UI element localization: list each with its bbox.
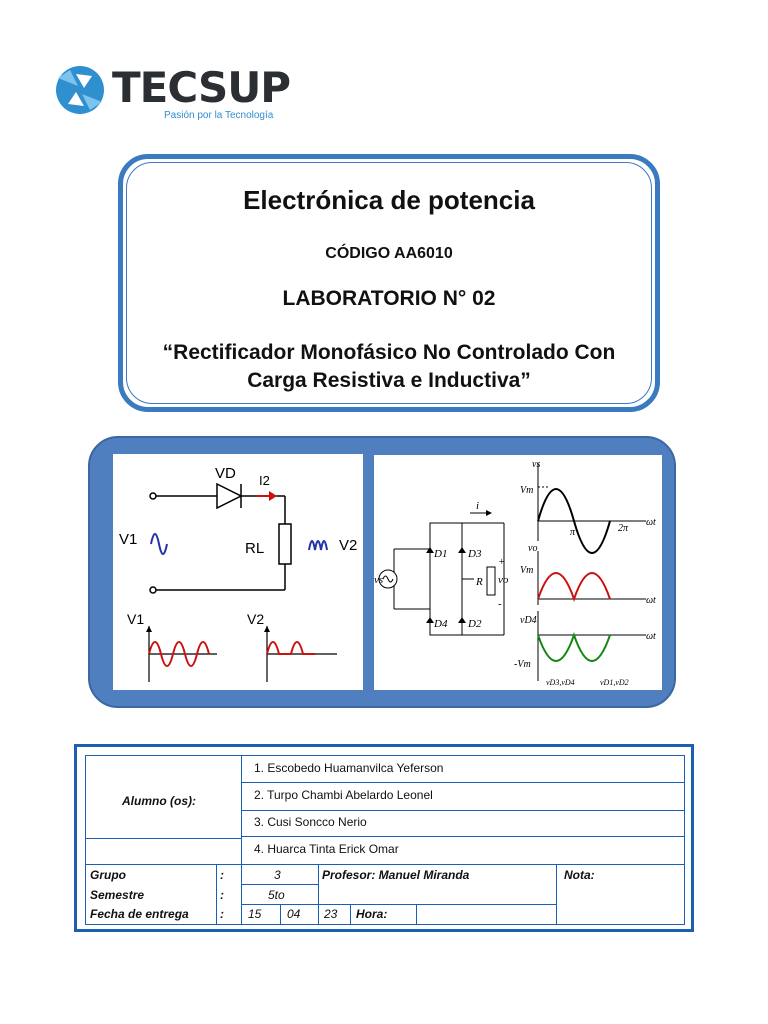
table-col-divider xyxy=(280,904,281,924)
grupo-label: Grupo xyxy=(90,868,126,882)
table-row-divider xyxy=(86,864,684,865)
half-wave-circuit-diagram xyxy=(113,454,363,690)
label-vo: vo xyxy=(498,574,509,586)
label-vd: VD xyxy=(215,465,236,482)
alumnos-label: Alumno (os): xyxy=(122,794,196,808)
student-info-inner xyxy=(85,755,685,925)
label-neg-vm: -Vm xyxy=(514,659,531,670)
table-row-divider xyxy=(241,904,556,905)
table-col-divider xyxy=(216,864,217,924)
fecha-day: 15 xyxy=(248,907,262,921)
tecsup-emblem-icon xyxy=(48,60,112,120)
table-col-divider xyxy=(350,904,351,924)
bridge-rectifier-diagram xyxy=(374,455,662,690)
label-vo-axis: vo xyxy=(528,543,538,554)
label-v1-plot: V1 xyxy=(127,611,145,627)
label-v2: V2 xyxy=(339,537,358,554)
label-rl: RL xyxy=(245,540,265,557)
lab-number: LABORATORIO N° 02 xyxy=(282,287,496,310)
fecha-month: 04 xyxy=(287,907,301,921)
semestre-label: Semestre xyxy=(90,888,145,902)
label-vs-source: vs xyxy=(374,574,384,586)
label-wt-3: ωt xyxy=(646,631,656,642)
table-row-divider xyxy=(241,810,684,811)
profesor-label: Profesor: Manuel Miranda xyxy=(322,868,470,882)
label-d2: D2 xyxy=(468,618,482,630)
label-d4: D4 xyxy=(434,618,448,630)
student-name-2: 2. Turpo Chambi Abelardo Leonel xyxy=(254,788,433,802)
label-minus: - xyxy=(498,598,502,610)
semestre-value: 5to xyxy=(268,888,285,902)
title-panel xyxy=(118,154,660,412)
nota-label: Nota: xyxy=(564,868,595,882)
table-col-divider xyxy=(318,864,319,924)
label-v2-plot: V2 xyxy=(247,611,265,627)
semestre-colon: : xyxy=(220,888,224,902)
label-plus: + xyxy=(498,556,506,568)
course-code: CÓDIGO AA6010 xyxy=(325,245,453,262)
label-vs-axis: vs xyxy=(532,459,541,470)
full-wave-bridge-figure xyxy=(374,455,662,690)
table-row-divider xyxy=(241,836,684,837)
student-name-3: 3. Cusi Soncco Nerio xyxy=(254,815,367,829)
label-i2: I2 xyxy=(259,473,270,488)
half-wave-rectifier-figure xyxy=(113,454,363,690)
table-row-divider xyxy=(241,884,318,885)
grupo-colon: : xyxy=(220,868,224,882)
label-vd1-vd2: vD1,vD2 xyxy=(600,678,629,687)
student-info-table xyxy=(74,744,694,932)
label-r: R xyxy=(476,576,483,588)
label-wt-1: ωt xyxy=(646,517,656,528)
fecha-colon: : xyxy=(220,907,224,921)
student-name-1: 1. Escobedo Huamanvilca Yeferson xyxy=(254,761,444,775)
label-wt-2: ωt xyxy=(646,595,656,606)
table-row-divider xyxy=(86,838,241,839)
label-d3: D3 xyxy=(468,548,482,560)
table-row-divider xyxy=(241,782,684,783)
label-vd3-vd4: vD3,vD4 xyxy=(546,678,575,687)
table-col-divider xyxy=(416,904,417,924)
label-i: i xyxy=(476,500,480,512)
label-vm-1: Vm xyxy=(520,485,534,496)
table-col-divider xyxy=(556,864,557,924)
lab-subtitle: “Rectificador Monofásico No Controlado Con Carga Resistiva e Inductiva” xyxy=(162,341,616,392)
label-v1: V1 xyxy=(119,531,138,548)
fecha-label: Fecha de entrega xyxy=(90,907,189,921)
student-name-4: 4. Huarca Tinta Erick Omar xyxy=(254,842,399,856)
label-vd4-axis: vD4 xyxy=(520,615,537,626)
label-2pi: 2π xyxy=(618,523,629,534)
tecsup-logo xyxy=(48,58,291,128)
course-title: Electrónica de potencia xyxy=(243,185,535,215)
grupo-value: 3 xyxy=(274,868,281,882)
label-vm-2: Vm xyxy=(520,565,534,576)
fecha-year: 23 xyxy=(324,907,338,921)
logo-wordmark: TECSUP xyxy=(112,63,291,112)
label-pi: π xyxy=(570,527,576,538)
logo-tagline: Pasión por la Tecnología xyxy=(164,110,274,121)
hora-label: Hora: xyxy=(356,907,388,921)
label-d1: D1 xyxy=(434,548,448,560)
